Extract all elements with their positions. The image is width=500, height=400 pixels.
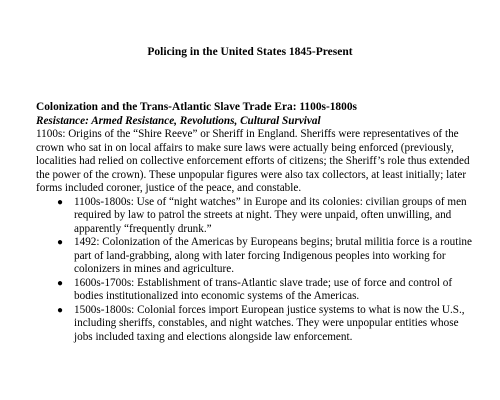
section-subheading: Resistance: Armed Resistance, Revolutions, Cultural Survival [36, 114, 321, 127]
bullet-icon: ● [57, 277, 64, 289]
list-item [57, 276, 478, 304]
list-item [57, 236, 478, 277]
list-item-text: 1600s-1700s: Establishment of trans-Atlantic slave trade; use of force and control of bodies institutionalized into economic systems of the Americas. [74, 276, 453, 302]
document-title: Policing in the United States 1845-Present [147, 46, 353, 58]
bullet-icon: ● [57, 237, 64, 248]
section-heading: Colonization and the Trans-Atlantic Slave Trade Era: 1100s-1800s [36, 101, 357, 113]
list-item [57, 195, 478, 237]
list-item-text: 1100s-1800s: Use of “night watches” in Europe and its colonies: civilian groups of men required by law to patrol the streets at night. They were unpaid, often unwilling, and apparently “frequently drunk.” [74, 195, 467, 235]
bullet-icon: ● [57, 304, 64, 316]
section-body [36, 101, 478, 344]
bullet-list [36, 196, 478, 345]
list-item [57, 303, 478, 345]
intro-paragraph: 1100s: Origins of the “Shire Reeve” or Sheriff in England. Sheriffs were representatives of the crown who sat in on local affairs to make sure laws were actually being enforced (previously, localities had relied on collective enforcement efforts of citizens; the Sheriff’s role thus extended the power of the crown). These unpopular figures were also tax collectors, at least initially; later forms included coroner, justice of the peace, and constable. [36, 128, 470, 194]
bullet-icon: ● [57, 196, 64, 208]
list-item-text: 1500s-1800s: Colonial forces import European justice systems to what is now the U.S., including sheriffs, constables, and night watches. They were unpopular entities whose jobs included taxing and elections alongside law enforcement. [74, 303, 465, 343]
list-item-text: 1492: Colonization of the Americas by Europeans begins; brutal militia force is a routine part of land-grabbing, along with later forcing Indigenous peoples into working for colonizers in mines and agriculture. [74, 236, 472, 275]
